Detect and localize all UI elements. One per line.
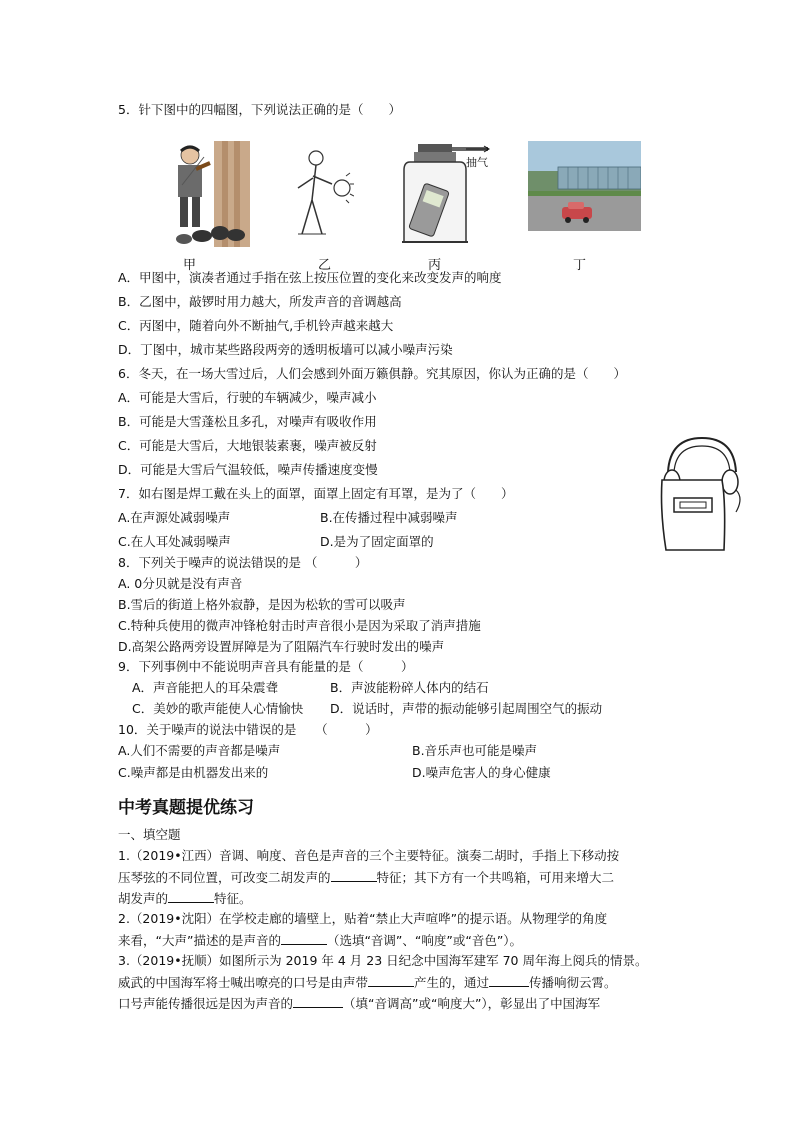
fill-q1-text-1: 压琴弦的不同位置，可改变二胡发声的 [118,870,331,885]
q6-option-d: D．可能是大雪后气温较低，噪声传播速度变慢 [118,462,378,477]
fill-q3-blank-1[interactable] [368,974,414,987]
fill-q3-line1: 3.（2019•抚顺）如图所示为 2019 年 4 月 23 日纪念中国海军建军 70 周年海上阅兵的情景。 [118,953,648,968]
q7-option-b: B.在传播过程中减弱噪声 [320,510,458,525]
fill-q1-text-3: 胡发声的 [118,891,169,906]
q8-option-d: D.高架公路两旁设置屏障是为了阻隔汽车行驶时发出的噪声 [118,639,445,654]
fill-q3-blank-2[interactable] [489,974,529,987]
fill-q1-line2 [118,869,614,886]
q6-option-c: C．可能是大雪后，大地银装素裹，噪声被反射 [118,438,377,453]
pump-label: 抽气 [466,156,488,169]
q5-stem: 5．针下图中的四幅图，下列说法正确的是（ ） [118,102,401,117]
fill-q3-text-1: 威武的中国海军将士喊出嘹亮的口号是由声带 [118,975,369,990]
q8-option-a: A. 0分贝就是没有声音 [118,576,243,591]
fill-q3-blank-3[interactable] [293,995,343,1008]
q9-option-b: B．声波能粉碎人体内的结石 [330,680,489,695]
fig-label-bing: 丙 [428,258,442,273]
noise-barrier-figure [528,141,641,231]
fill-q3-text-5: （填“音调高”或“响度大”），彰显出了中国海军 [343,996,601,1011]
q10-option-a: A.人们不需要的声音都是噪声 [118,743,281,758]
q10-option-b: B.音乐声也可能是噪声 [412,743,538,758]
q10-option-d: D.噪声危害人的身心健康 [412,765,551,780]
fill-q1-blank-2[interactable] [168,890,214,903]
fig-label-yi: 乙 [318,258,332,273]
q6-option-b: B．可能是大雪蓬松且多孔，对噪声有吸收作用 [118,414,377,429]
section-subtitle: 一、填空题 [118,827,181,842]
q10-option-c: C.噪声都是由机器发出来的 [118,765,269,780]
violinist-figure [162,141,250,247]
q9-stem: 9．下列事例中不能说明声音具有能量的是（ ） [118,659,414,674]
q7-option-d: D.是为了固定面罩的 [320,534,434,549]
q9-option-c: C．美妙的歌声能使人心情愉快 [132,701,304,716]
fill-q2-text-1: 来看，“大声”描述的是声音的 [118,933,281,948]
q5-option-d: D．丁图中，城市某些路段两旁的透明板墙可以减小噪声污染 [118,342,453,357]
q9-option-d: D．说话时，声带的振动能够引起周围空气的振动 [330,701,603,716]
fill-q3-line3 [118,995,600,1012]
q8-option-c: C.特种兵使用的微声冲锋枪射击时声音很小是因为采取了消声措施 [118,618,481,633]
fill-q2-blank-1[interactable] [281,932,327,945]
q8-stem: 8．下列关于噪声的说法错误的是 （ ） [118,555,368,570]
fig-label-ding: 丁 [573,258,587,273]
fill-q3-text-3: 传播响彻云霄。 [529,975,617,990]
q6-stem: 6．冬天，在一场大雪过后，人们会感到外面万籁俱静。究其原因，你认为正确的是（ ） [118,366,626,381]
q7-stem: 7．如右图是焊工戴在头上的面罩，面罩上固定有耳罩，是为了（ ） [118,486,514,501]
q7-option-a: A.在声源处减弱噪声 [118,510,231,525]
welding-mask-figure [650,432,746,552]
q6-option-a: A．可能是大雪后，行驶的车辆减少，噪声减小 [118,390,377,405]
fill-q2-text-2: （选填“音调”、“响度”或“音色”）。 [326,933,523,948]
fill-q3-line2 [118,974,617,991]
section-title: 中考真题提优练习 [118,798,254,818]
gong-figure [280,148,354,242]
q9-option-a: A．声音能把人的耳朵震聋 [132,680,279,695]
fill-q3-text-4: 口号声能传播很远是因为声音的 [118,996,294,1011]
fill-q1-blank-1[interactable] [331,869,377,882]
q5-option-a: A．甲图中，演凑者通过手指在弦上按压位置的变化来改变发声的响度 [118,270,502,285]
q8-option-b: B.雪后的街道上格外寂静，是因为松软的雪可以吸声 [118,597,406,612]
q7-option-c: C.在人耳处减弱噪声 [118,534,231,549]
fill-q1-line3 [118,890,252,907]
fill-q1-text-4: 特征。 [214,891,252,906]
fill-q2-line2 [118,932,522,949]
q5-option-b: B．乙图中，敲锣时用力越大，所发声音的音调越高 [118,294,402,309]
fill-q2-line1: 2.（2019•沈阳）在学校走廊的墙壁上，贴着“禁止大声喧哗”的提示语。从物理学的角度 [118,911,608,926]
q10-stem: 10．关于噪声的说法中错误的是 （ ） [118,722,378,737]
fill-q1-text-2: 特征；其下方有一个共鸣箱，可用来增大二 [376,870,615,885]
q5-option-c: C．丙图中，随着向外不断抽气,手机铃声越来越大 [118,318,394,333]
fill-q1-line1: 1.（2019•江西）音调、响度、音色是声音的三个主要特征。演奏二胡时，手指上下移动按 [118,848,620,863]
fig-label-jia: 甲 [183,258,197,273]
fill-q3-text-2: 产生的，通过 [414,975,490,990]
